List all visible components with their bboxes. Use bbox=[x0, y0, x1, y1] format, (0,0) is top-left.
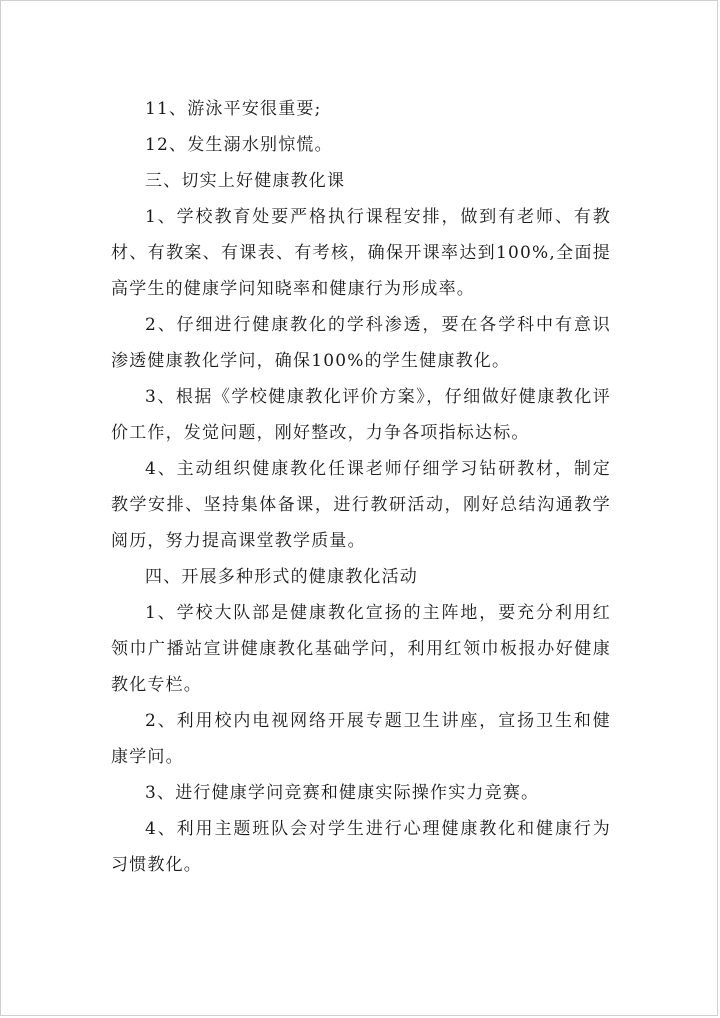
paragraph-3-1: 1、学校教育处要严格执行课程安排，做到有老师、有教材、有教案、有课表、有考核，确保开课率达到100%,全面提高学生的健康学问知晓率和健康行为形成率。 bbox=[111, 207, 611, 299]
document-body bbox=[111, 91, 611, 883]
list-item-swimming-safety: 11、游泳平安很重要; bbox=[145, 99, 322, 119]
list-item-drowning-calm: 12、发生溺水别惊慌。 bbox=[145, 135, 333, 155]
paragraph-3-3: 3、根据《学校健康教化评价方案》，仔细做好健康教化评价工作，发觉问题，刚好整改，力争各项指标达标。 bbox=[111, 387, 611, 443]
paragraph-4-1: 1、学校大队部是健康教化宣扬的主阵地，要充分利用红领巾广播站宣讲健康教化基础学问，利用红领巾板报办好健康教化专栏。 bbox=[111, 603, 611, 695]
paragraph-4-4: 4、利用主题班队会对学生进行心理健康教化和健康行为习惯教化。 bbox=[111, 819, 611, 875]
section-heading-4: 四、开展多种形式的健康教化活动 bbox=[145, 567, 418, 587]
paragraph-3-2: 2、仔细进行健康教化的学科渗透，要在各学科中有意识渗透健康教化学问，确保100%的学生健康教化。 bbox=[111, 315, 611, 371]
section-heading-3: 三、切实上好健康教化课 bbox=[145, 171, 346, 191]
paragraph-3-4: 4、主动组织健康教化任课老师仔细学习钻研教材，制定教学安排、坚持集体备课，进行教研活动，刚好总结沟通教学阅历，努力提高课堂教学质量。 bbox=[111, 459, 611, 551]
paragraph-4-2: 2、利用校内电视网络开展专题卫生讲座，宣扬卫生和健康学问。 bbox=[111, 711, 611, 767]
paragraph-4-3: 3、进行健康学问竞赛和健康实际操作实力竞赛。 bbox=[145, 783, 540, 803]
